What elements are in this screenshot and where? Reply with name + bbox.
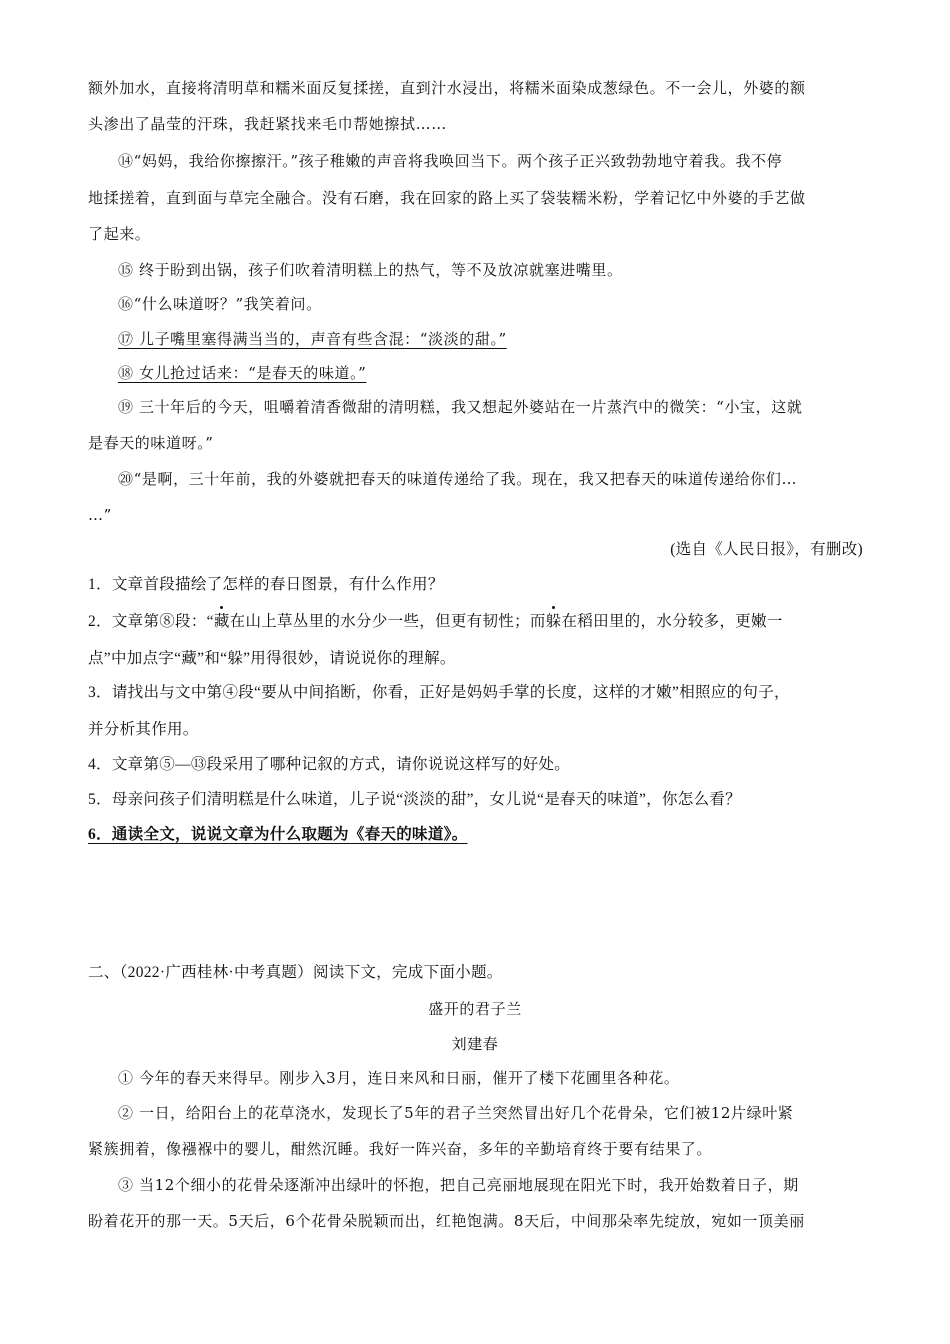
section-2-paragraph-1: ① 今年的春天来得早。刚步入3月，连日来风和日丽，催开了楼下花圃里各种花。 — [118, 1069, 680, 1087]
emphasis-dot-duo: 躲 — [545, 613, 562, 630]
section-2-paragraph-2-line-1: ② 一日，给阳台上的花草浇水，发现长了5年的君子兰突然冒出好几个花骨朵，它们被12片绿叶紧 — [118, 1104, 794, 1122]
question-1: 1．文章首段描绘了怎样的春日图景，有什么作用？ — [88, 576, 444, 593]
article-title: 盛开的君子兰 — [428, 1000, 522, 1018]
paragraph-17 — [118, 329, 863, 349]
paragraph-13-line-2: 头渗出了晶莹的汗珠，我赶紧找来毛巾帮她擦拭…… — [88, 115, 447, 133]
question-2-line-2: 点”中加点字“藏”和“躲”用得很妙，请说说你的理解。 — [88, 650, 456, 667]
question-3-line-2: 并分析其作用。 — [88, 721, 199, 738]
section-2-header: 二、（2022·广西桂林·中考真题）阅读下文，完成下面小题。 — [88, 964, 503, 981]
paragraph-16: ⑯“什么味道呀？”我笑着问。 — [118, 295, 322, 313]
paragraph-14-line-3: 了起来。 — [88, 225, 151, 243]
paragraph-15: ⑮ 终于盼到出锅，孩子们吹着清明糕上的热气，等不及放凉就塞进嘴里。 — [118, 261, 623, 279]
paragraph-14-line-2: 地揉搓着，直到面与草完全融合。没有石磨，我在回家的路上买了袋装糯米粉，学着记忆中外婆的手艺做 — [88, 189, 806, 207]
question-5: 5．母亲问孩子们清明糕是什么味道，儿子说“淡淡的甜”，女儿说“是春天的味道”，你怎么看？ — [88, 791, 741, 808]
question-3-line-1: 3．请找出与文中第④段“要从中间掐断，你看，正好是妈妈手掌的长度，这样的才嫩”相照应的句子， — [88, 684, 790, 701]
paragraph-14-line-1: ⑭“妈妈，我给你擦擦汗。”孩子稚嫩的声音将我唤回当下。两个孩子正兴致勃勃地守着我。我不停 — [118, 152, 783, 170]
emphasis-dot-cang: 藏 — [213, 613, 230, 630]
question-4: 4．文章第⑤—⑬段采用了哪种记叙的方式，请你说说这样写的好处。 — [88, 756, 571, 773]
section-2-paragraph-3-line-2: 盼着花开的那一天。5天后，6个花骨朵脱颖而出，红艳饱满。8天后，中间那朵率先绽放，宛如一顶美丽 — [88, 1212, 805, 1230]
question-6 — [88, 825, 863, 845]
question-2-line-1: 2．文章第⑧段：“藏在山上草丛里的水分少一些，但更有韧性；而躲在稻田里的，水分较多，更嫩一 — [88, 613, 783, 630]
source-citation: (选自《人民日报》，有删改) — [670, 541, 863, 558]
paragraph-18-underlined: ⑱ 女儿抢过话来：“是春天的味道。” — [118, 364, 367, 382]
paragraph-13-line-1: 额外加水，直接将清明草和糯米面反复揉搓，直到汁水浸出，将糯米面染成葱绿色。不一会儿，外婆的额 — [88, 79, 806, 97]
paragraph-20-line-2: …” — [88, 506, 112, 524]
section-2-paragraph-3-line-1: ③ 当12个细小的花骨朵逐渐冲出绿叶的怀抱，把自己亮丽地展现在阳光下时，我开始数着日子，期 — [118, 1176, 799, 1194]
paragraph-19-line-1: ⑲ 三十年后的今天，咀嚼着清香微甜的清明糕，我又想起外婆站在一片蒸汽中的微笑：“小宝，这就 — [118, 398, 803, 416]
paragraph-17-underlined: ⑰ 儿子嘴里塞得满当当的，声音有些含混：“淡淡的甜。” — [118, 330, 507, 348]
paragraph-20-line-1: ⑳“是啊，三十年前，我的外婆就把春天的味道传递给了我。现在，我又把春天的味道传递给你们… — [118, 470, 798, 488]
paragraph-18 — [118, 363, 863, 383]
article-author: 刘建春 — [451, 1035, 499, 1053]
paragraph-19-line-2: 是春天的味道呀。” — [88, 434, 214, 452]
section-2-paragraph-2-line-2: 紧簇拥着，像襁褓中的婴儿，酣然沉睡。我好一阵兴奋，多年的辛勤培育终于要有结果了。 — [88, 1140, 713, 1158]
question-6-text: 6．通读全文，说说文章为什么取题为《春天的味道》。 — [88, 826, 468, 843]
